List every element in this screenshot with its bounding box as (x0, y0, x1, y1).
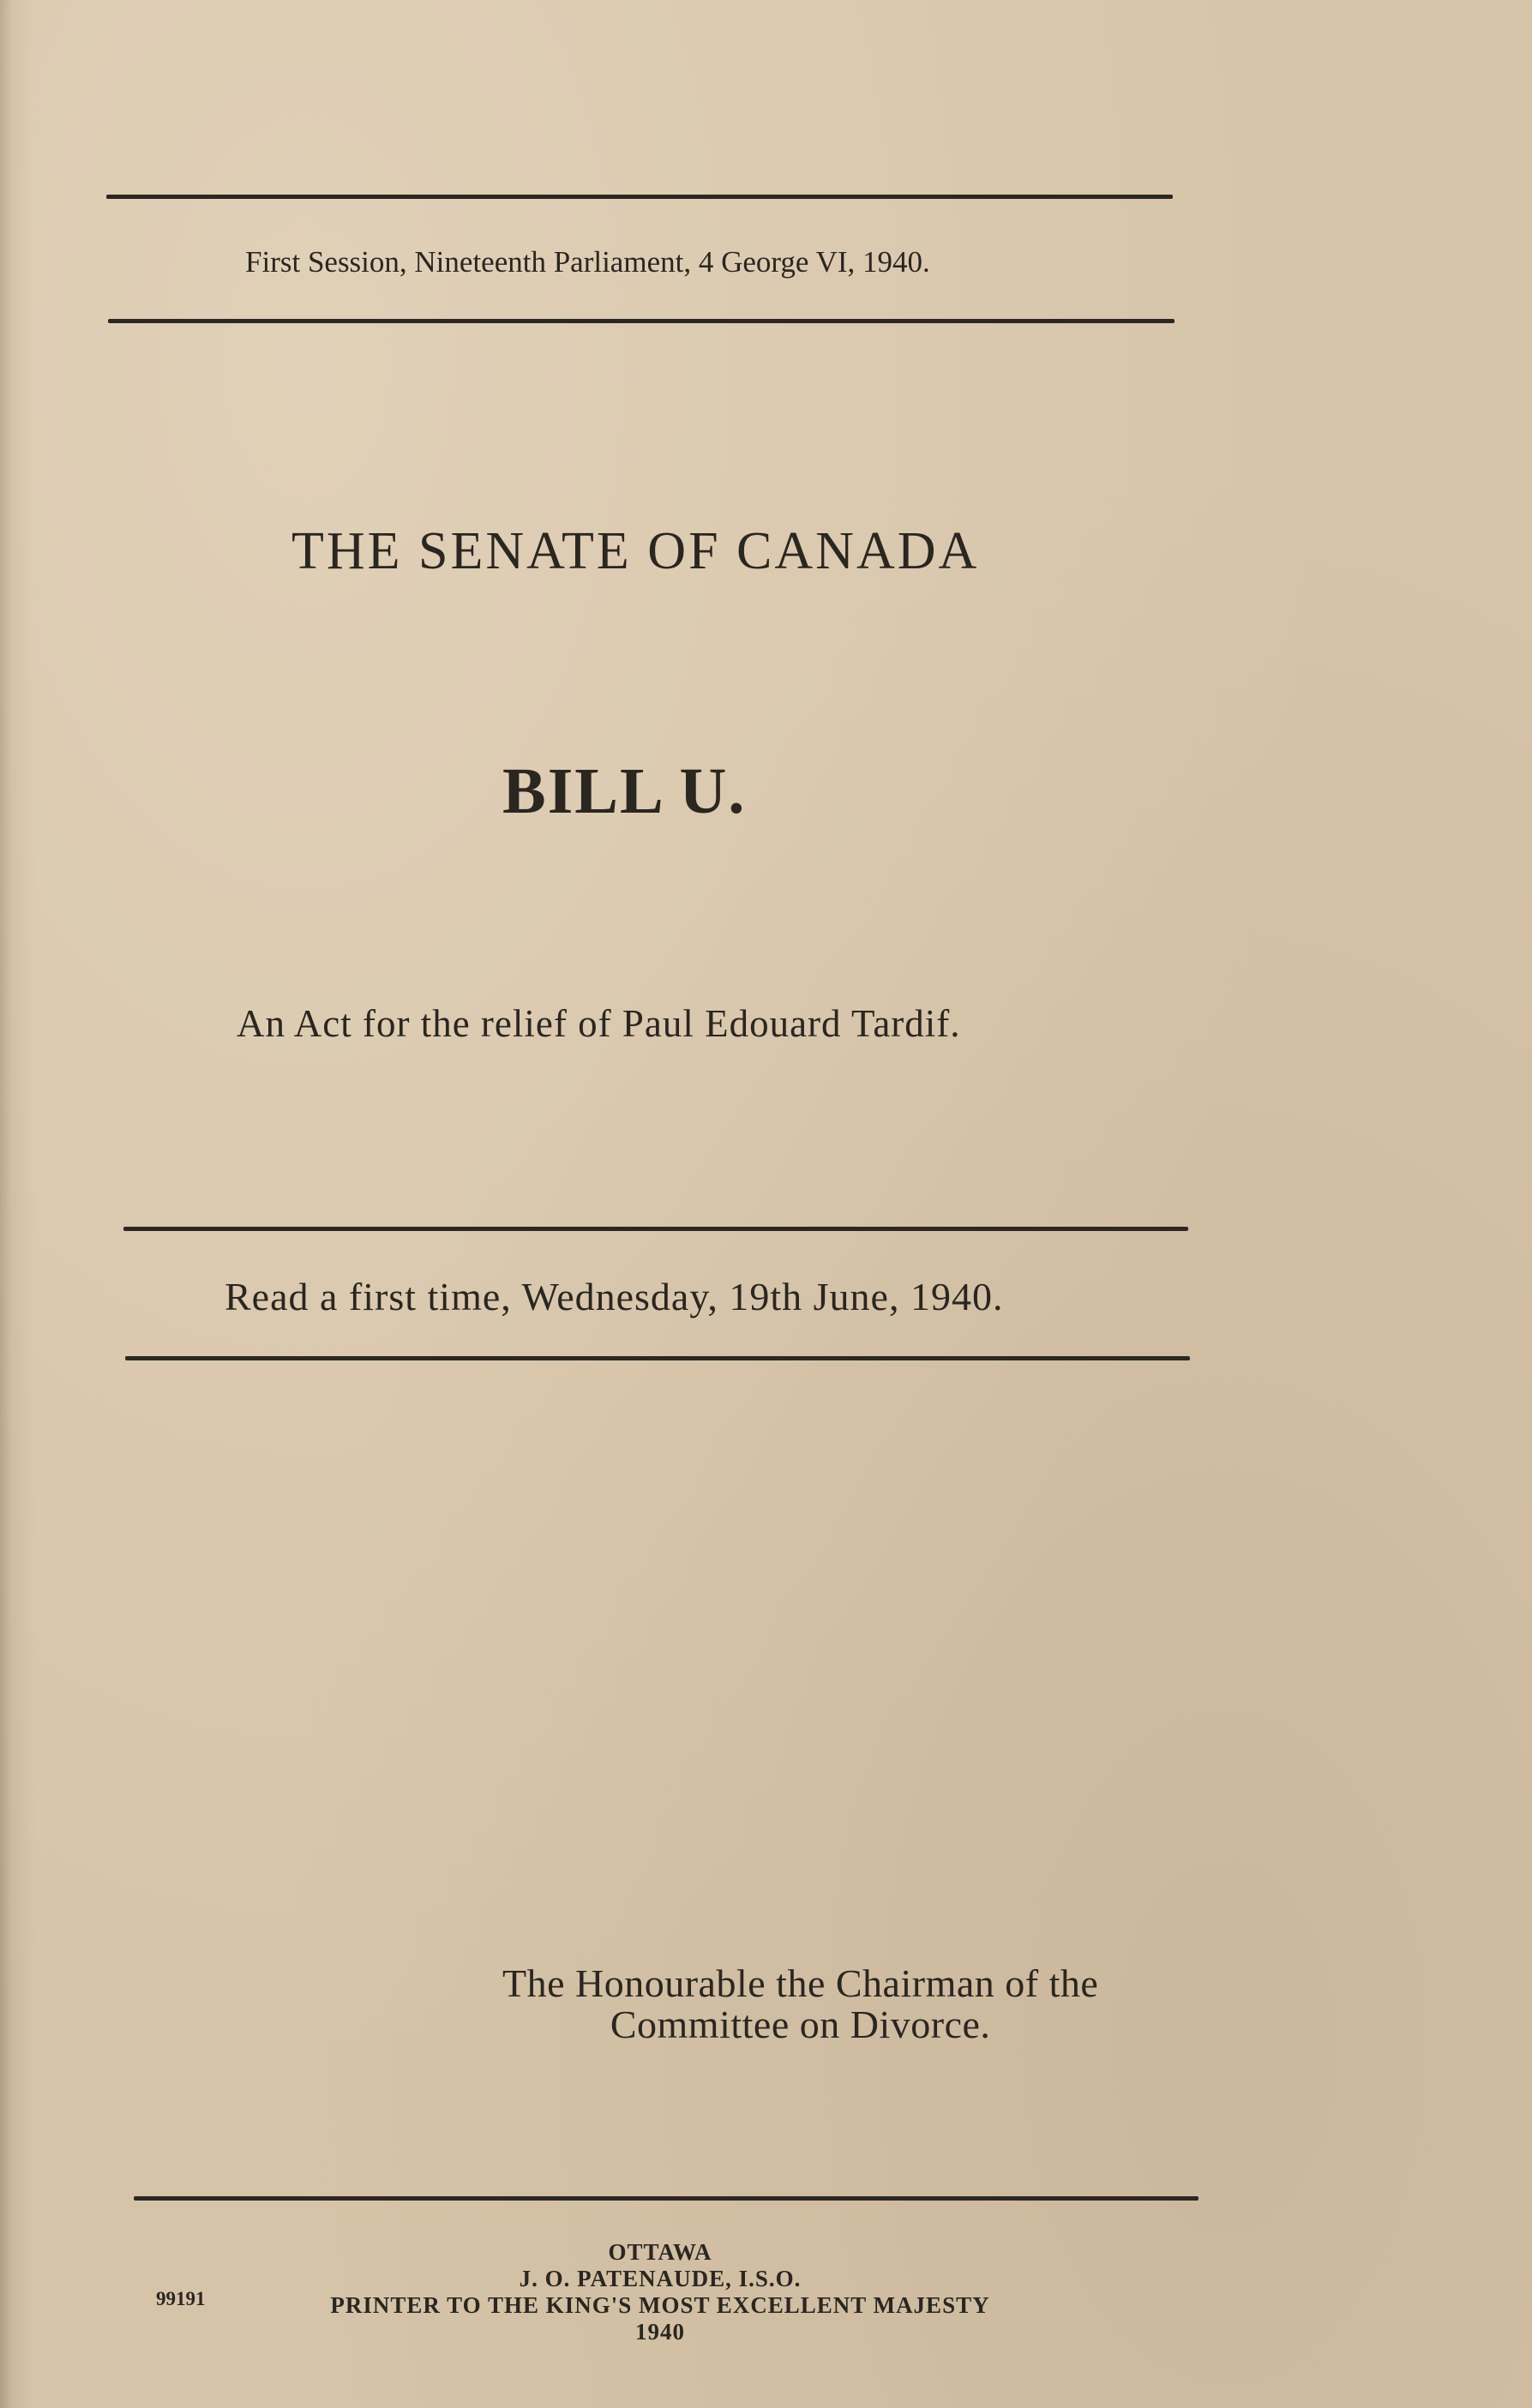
imprint-year: 1940 (635, 2319, 685, 2345)
sponsor-line-2: Committee on Divorce. (610, 2003, 991, 2046)
top-rule-lower (108, 319, 1175, 323)
top-rule-upper (106, 195, 1173, 199)
imprint-rule (134, 2196, 1199, 2201)
reading-rule-upper (123, 1227, 1188, 1231)
print-code: 99191 (156, 2288, 206, 2309)
bill-title: BILL U. (502, 755, 747, 827)
reading-rule-lower (125, 1356, 1190, 1360)
first-reading-line: Read a first time, Wednesday, 19th June, 1940. (225, 1275, 1004, 1318)
sponsor-block (502, 1963, 1098, 2045)
imprint-title: PRINTER TO THE KING'S MOST EXCELLENT MAJESTY (330, 2292, 990, 2318)
session-line: First Session, Nineteenth Parliament, 4 George VI, 1940. (245, 245, 930, 279)
sponsor-line-1: The Honourable the Chairman of the (502, 1961, 1099, 2005)
imprint-city: OTTAWA (608, 2239, 712, 2265)
act-title: An Act for the relief of Paul Edouard Tardif. (237, 1002, 961, 1045)
senate-heading: THE SENATE OF CANADA (291, 522, 980, 580)
imprint-printer: J. O. PATENAUDE, I.S.O. (519, 2266, 802, 2291)
